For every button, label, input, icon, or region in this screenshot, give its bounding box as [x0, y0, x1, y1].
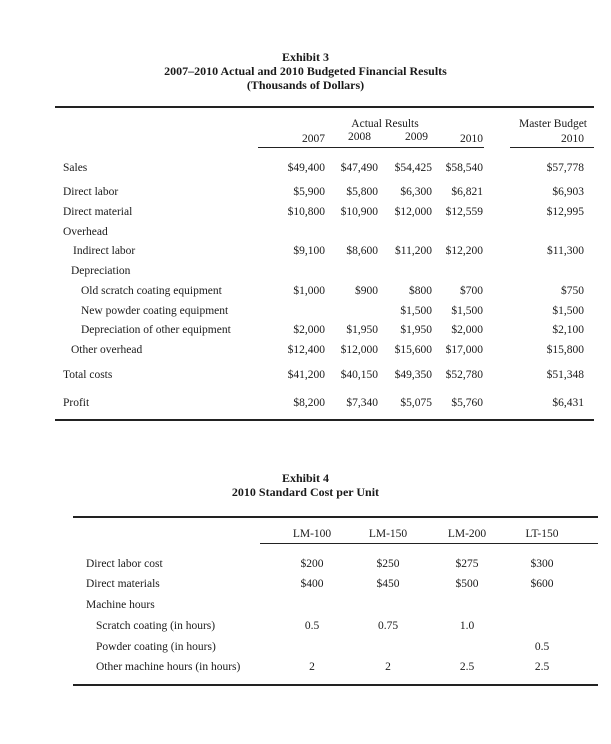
- row-label: Direct labor cost: [86, 558, 163, 570]
- cell-value: $9,100: [293, 245, 325, 257]
- cell-value: $54,425: [394, 162, 432, 174]
- cell-budget-value: $1,500: [552, 305, 584, 317]
- exhibit4-product: LM-200: [447, 528, 487, 540]
- cell-value: $250: [376, 558, 400, 570]
- cell-value: $49,350: [394, 369, 432, 381]
- row-label: Indirect labor: [73, 245, 136, 257]
- cell-value: $11,200: [395, 245, 432, 257]
- cell-value: $5,075: [400, 397, 432, 409]
- cell-value: 2.5: [534, 661, 550, 673]
- exhibit4-product: LM-100: [292, 528, 332, 540]
- exhibit4-subtitle: 2010 Standard Cost per Unit: [231, 485, 380, 499]
- cell-value: $7,340: [346, 397, 378, 409]
- cell-budget-value: $11,300: [547, 245, 584, 257]
- cell-value: $12,559: [445, 206, 483, 218]
- cell-value: 2: [309, 661, 315, 673]
- row-label: Other overhead: [71, 344, 143, 356]
- cell-value: $800: [409, 285, 432, 297]
- exhibit3-year: 2008: [348, 131, 371, 143]
- exhibit4-product: LT-150: [525, 528, 559, 540]
- row-label: New powder coating equipment: [81, 305, 229, 317]
- cell-budget-value: $15,800: [546, 344, 584, 356]
- cell-value: $600: [530, 578, 554, 590]
- row-label: Profit: [63, 397, 90, 409]
- row-label: Direct material: [63, 206, 133, 218]
- exhibit3-bottom-rule: [55, 419, 594, 421]
- cell-value: $300: [530, 558, 554, 570]
- cell-value: $1,500: [400, 305, 432, 317]
- exhibit3-header-budget-year: 2010: [561, 133, 584, 145]
- exhibit3-year: 2010: [460, 133, 483, 145]
- row-label: Direct labor: [63, 186, 119, 198]
- exhibit4-product: LM-150: [368, 528, 408, 540]
- cell-budget-value: $2,100: [552, 324, 584, 336]
- cell-value: $12,400: [287, 344, 325, 356]
- cell-budget-value: $6,903: [552, 186, 584, 198]
- cell-value: $6,300: [400, 186, 432, 198]
- row-label: Scratch coating (in hours): [96, 620, 216, 632]
- exhibit4-top-rule: [73, 516, 598, 518]
- cell-value: $58,540: [445, 162, 483, 174]
- cell-value: $15,600: [394, 344, 432, 356]
- exhibit4-title: Exhibit 4: [281, 471, 329, 485]
- exhibit3-year: 2009: [405, 131, 428, 143]
- cell-value: $1,950: [400, 324, 432, 336]
- cell-value: $700: [460, 285, 483, 297]
- row-label: Machine hours: [86, 599, 155, 611]
- exhibit3-year: 2007: [302, 133, 325, 145]
- cell-value: $12,000: [340, 344, 378, 356]
- cell-budget-value: $6,431: [552, 397, 584, 409]
- row-label: Depreciation of other equipment: [81, 324, 231, 336]
- cell-value: $5,760: [451, 397, 483, 409]
- cell-value: $49,400: [287, 162, 325, 174]
- cell-value: $275: [455, 558, 479, 570]
- cell-value: $52,780: [445, 369, 483, 381]
- cell-value: $2,000: [293, 324, 325, 336]
- cell-value: $1,950: [346, 324, 378, 336]
- row-label: Total costs: [63, 369, 113, 381]
- row-label: Direct materials: [86, 578, 160, 590]
- exhibit3-header-budget: Master Budget: [518, 118, 587, 130]
- cell-value: 0.75: [377, 620, 399, 632]
- cell-value: $8,600: [346, 245, 378, 257]
- cell-value: $450: [376, 578, 400, 590]
- cell-value: $17,000: [445, 344, 483, 356]
- cell-value: $12,000: [394, 206, 432, 218]
- cell-value: $10,800: [287, 206, 325, 218]
- cell-value: $47,490: [340, 162, 378, 174]
- exhibit3-budget-rule: [510, 147, 594, 148]
- cell-value: $1,000: [293, 285, 325, 297]
- row-label: Depreciation: [71, 265, 131, 277]
- cell-value: $2,000: [451, 324, 483, 336]
- cell-budget-value: $12,995: [546, 206, 584, 218]
- cell-value: $8,200: [293, 397, 325, 409]
- cell-value: $1,500: [451, 305, 483, 317]
- cell-value: $40,150: [340, 369, 378, 381]
- exhibit3-top-rule: [55, 106, 594, 108]
- exhibit3-subtitle: 2007–2010 Actual and 2010 Budgeted Financial Results: [164, 64, 447, 78]
- exhibit3-units: (Thousands of Dollars): [246, 78, 365, 92]
- exhibit4-header-rule: [260, 543, 598, 544]
- cell-value: 2: [385, 661, 391, 673]
- cell-value: $12,200: [445, 245, 483, 257]
- cell-value: 0.5: [304, 620, 320, 632]
- exhibit4-bottom-rule: [73, 684, 598, 686]
- cell-value: 1.0: [459, 620, 475, 632]
- exhibit3-title: Exhibit 3: [281, 50, 329, 64]
- cell-budget-value: $57,778: [546, 162, 584, 174]
- cell-value: $6,821: [451, 186, 483, 198]
- cell-budget-value: $750: [561, 285, 584, 297]
- cell-value: 0.5: [534, 641, 550, 653]
- cell-value: $500: [455, 578, 479, 590]
- cell-budget-value: $51,348: [546, 369, 584, 381]
- cell-value: $400: [300, 578, 324, 590]
- exhibit3-header-actual: Actual Results: [351, 118, 419, 130]
- cell-value: $10,900: [340, 206, 378, 218]
- cell-value: $41,200: [287, 369, 325, 381]
- row-label: Sales: [63, 162, 88, 174]
- row-label: Powder coating (in hours): [96, 641, 216, 653]
- cell-value: 2.5: [459, 661, 475, 673]
- exhibit3-actual-rule: [258, 147, 484, 148]
- cell-value: $900: [355, 285, 378, 297]
- cell-value: $5,800: [346, 186, 378, 198]
- row-label: Other machine hours (in hours): [96, 661, 241, 673]
- cell-value: $200: [300, 558, 324, 570]
- row-label: Old scratch coating equipment: [81, 285, 222, 297]
- cell-value: $5,900: [293, 186, 325, 198]
- row-label: Overhead: [63, 226, 108, 238]
